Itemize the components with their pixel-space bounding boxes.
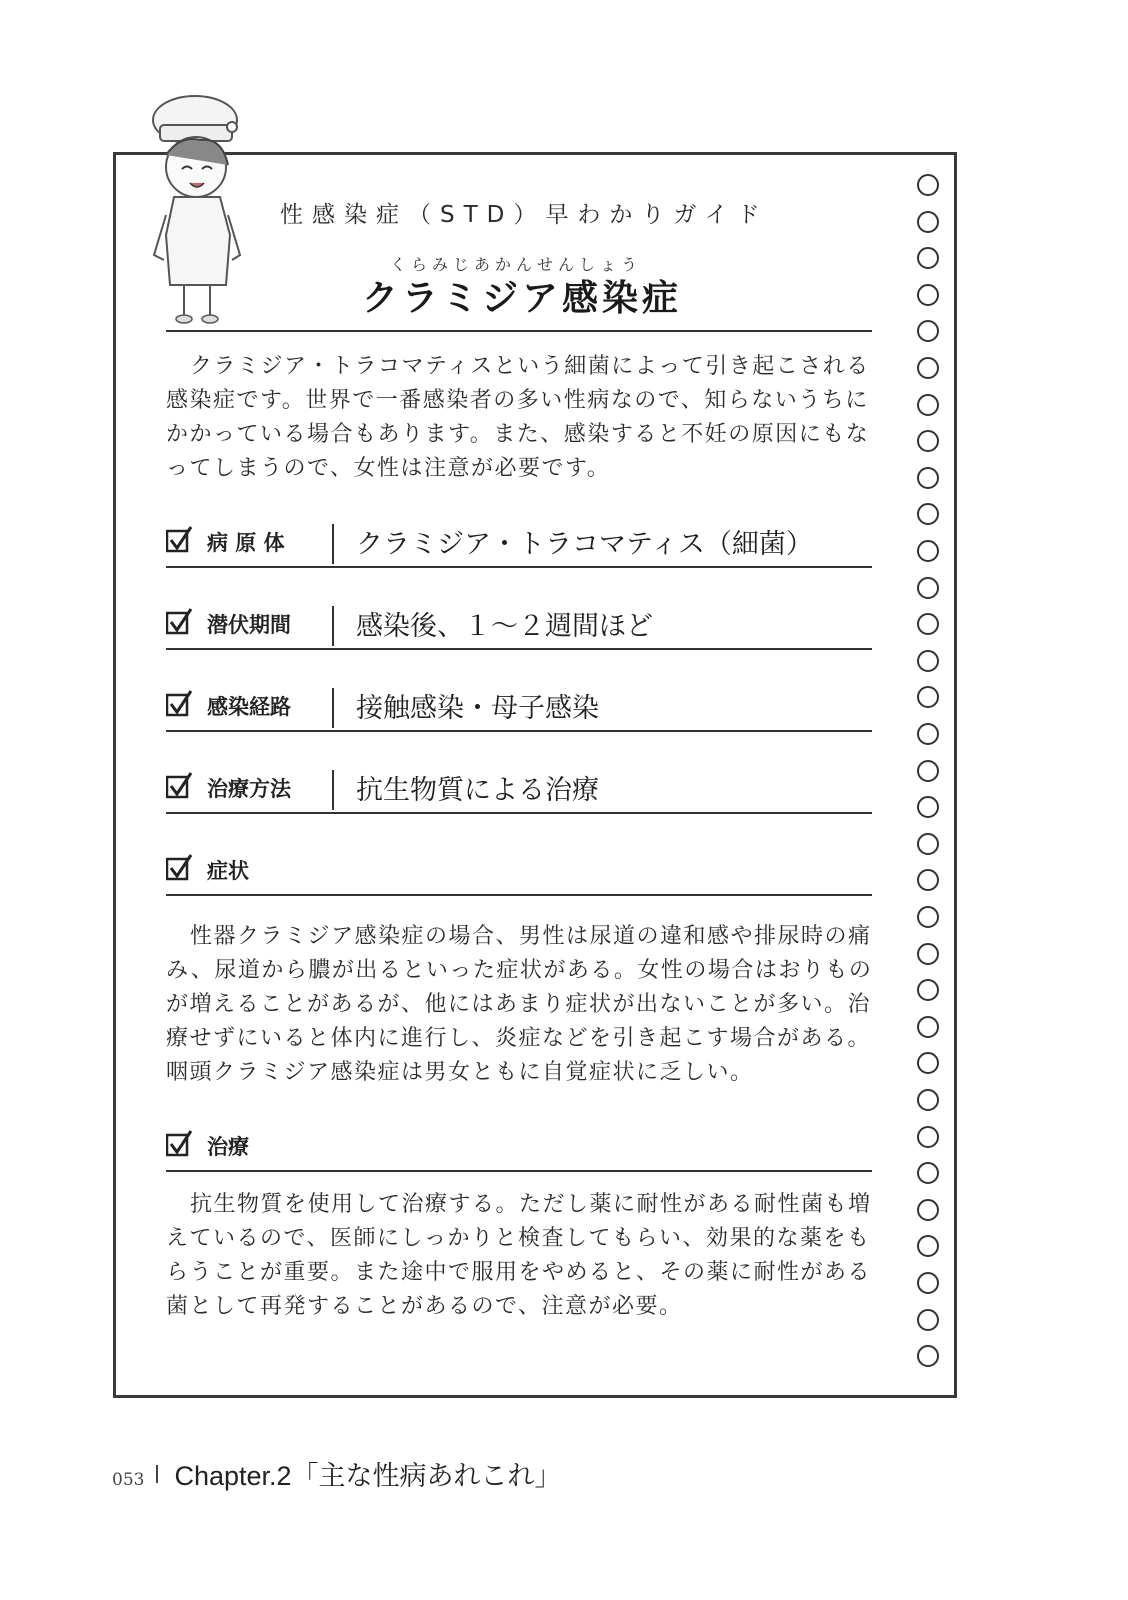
row-label-route: 感染経路 — [207, 695, 291, 719]
binder-ring — [917, 284, 939, 306]
binder-ring — [917, 174, 939, 196]
binder-ring — [917, 540, 939, 562]
row-value-pathogen: クラミジア・トラコマティス（細菌） — [356, 529, 813, 560]
intro-paragraph: クラミジア・トラコマティスという細菌によって引き起こされる感染症です。世界で一番感染者の多い性病なので、知らないうちにかかっている場合もあります。また、感染すると不妊の原因にもなってしまうので、女性は注意が必要です。 — [166, 354, 870, 481]
symptoms-divider — [166, 894, 872, 896]
checkbox-checked-icon — [166, 526, 193, 553]
binder-ring — [917, 760, 939, 782]
binder-ring — [917, 906, 939, 928]
binder-ring — [917, 1089, 939, 1111]
row-separator — [332, 606, 334, 646]
row-label-pathogen: 病 原 体 — [207, 531, 285, 555]
row-divider — [166, 812, 872, 814]
checkbox-checked-icon — [166, 690, 193, 717]
checkbox-checked-icon — [166, 772, 193, 799]
page-title: クラミジア感染症 — [362, 278, 683, 319]
row-divider — [166, 648, 872, 650]
row-separator — [332, 688, 334, 728]
binder-ring — [917, 211, 939, 233]
binder-ring — [917, 943, 939, 965]
checkbox-checked-icon — [166, 1130, 193, 1157]
treatment-divider — [166, 1170, 872, 1172]
row-separator — [332, 770, 334, 810]
treatment-heading: 治療 — [207, 1135, 249, 1159]
binder-ring — [917, 1126, 939, 1148]
footer-separator — [156, 1465, 158, 1483]
title-divider — [166, 330, 872, 332]
checkbox-checked-icon — [166, 608, 193, 635]
row-label-treatment-method: 治療方法 — [207, 777, 291, 801]
page-footer — [112, 1454, 562, 1493]
checkbox-checked-icon — [166, 854, 193, 881]
page-number: 053 — [112, 1470, 145, 1490]
symptoms-heading: 症状 — [207, 859, 249, 883]
row-value-treatment-method: 抗生物質による治療 — [356, 775, 599, 806]
symptoms-paragraph: 性器クラミジア感染症の場合、男性は尿道の違和感や排尿時の痛み、尿道から膿が出るといった症状がある。女性の場合はおりものが増えることがあるが、他にはあまり症状が出ないことが多い。治療せずにいると体内に進行し、炎症などを引き起こす場合がある。咽頭クラミジア感染症は男女ともに自覚症状に乏しい。 — [166, 924, 873, 1085]
binder-ring — [917, 650, 939, 672]
title-furigana: くらみじあかんせんしょう — [390, 255, 643, 274]
binder-ring — [917, 577, 939, 599]
row-value-incubation: 感染後、１〜２週間ほど — [356, 611, 653, 642]
row-label-incubation: 潜伏期間 — [207, 613, 291, 637]
binder-ring — [917, 1016, 939, 1038]
treatment-paragraph: 抗生物質を使用して治療する。ただし薬に耐性がある耐性菌も増えているので、医師にしっかりと検査してもらい、効果的な薬をもらうことが重要。また途中で服用をやめると、その薬に耐性がある菌として再発することがあるので、注意が必要。 — [166, 1192, 872, 1319]
row-value-route: 接触感染・母子感染 — [356, 693, 599, 724]
binder-ring — [917, 1309, 939, 1331]
binder-ring — [917, 1199, 939, 1221]
row-separator — [332, 524, 334, 564]
binder-ring — [917, 833, 939, 855]
binder-ring — [917, 467, 939, 489]
binder-ring — [917, 357, 939, 379]
row-divider — [166, 566, 872, 568]
guide-subtitle: 性感染症（STD）早わかりガイド — [280, 202, 769, 228]
nurse-illustration — [140, 85, 260, 325]
binder-ring — [917, 1272, 939, 1294]
chapter-title: Chapter.2「主な性病あれこれ」 — [174, 1461, 562, 1491]
binder-ring — [917, 394, 939, 416]
binder-ring — [917, 723, 939, 745]
row-divider — [166, 730, 872, 732]
